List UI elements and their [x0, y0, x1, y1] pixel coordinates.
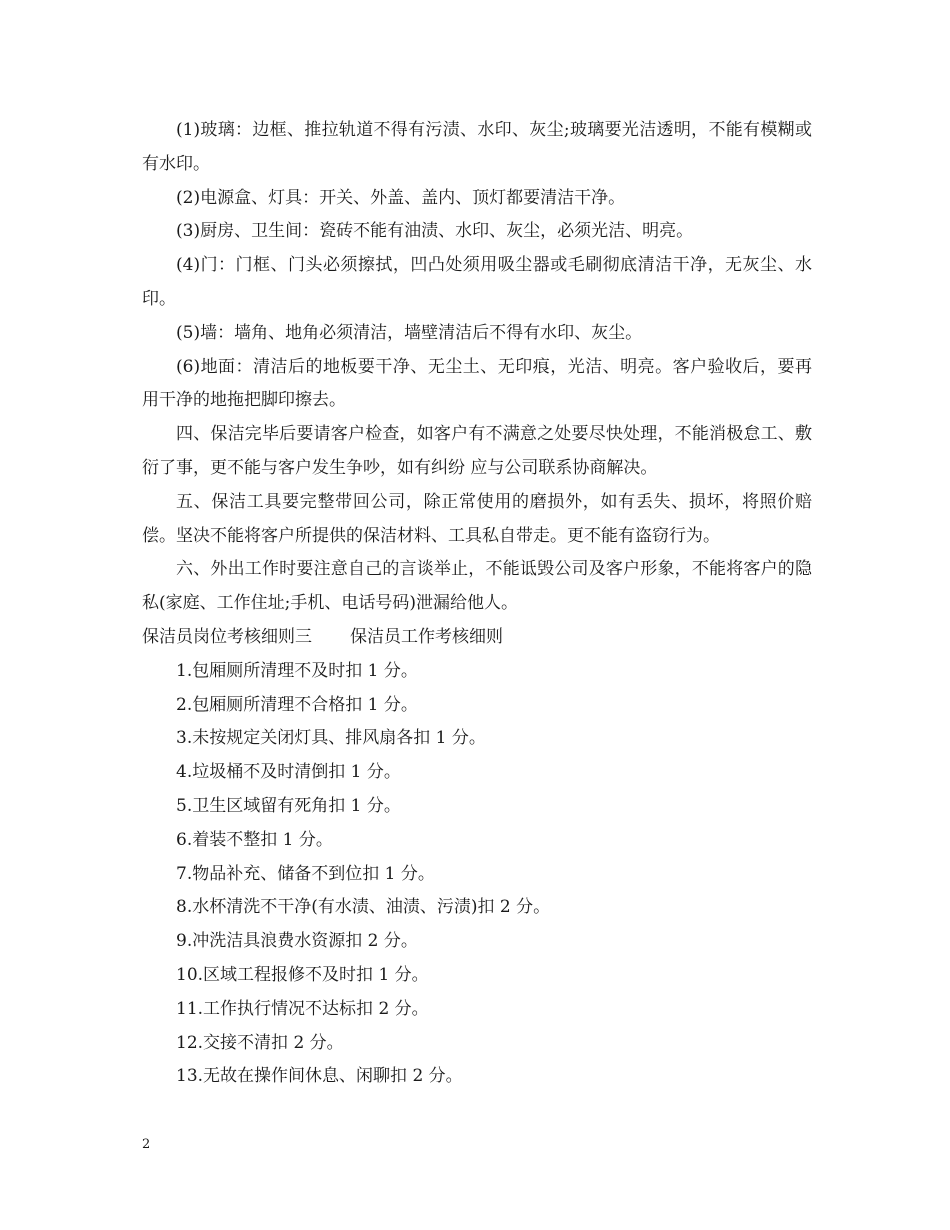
section-heading-part1: 保洁员岗位考核细则三: [142, 626, 312, 647]
section-heading-part2: 保洁员工作考核细则: [350, 626, 503, 647]
rule-item: 11.工作执行情况不达标扣 2 分。: [176, 998, 429, 1019]
paragraph-glass: (1)玻璃：边框、推拉轨道不得有污渍、水印、灰尘;玻璃要光洁透明，不能有模糊或有水印。: [142, 120, 812, 174]
paragraph-item-5: 五、保洁工具要完整带回公司，除正常使用的磨损外，如有丢失、损坏，将照价赔偿。坚决不能将客户所提供的保洁材料、工具私自带走。更不能有盗窃行为。: [142, 491, 812, 546]
paragraph-kitchen: (3)厨房、卫生间：瓷砖不能有油渍、水印、灰尘，必须光洁、明亮。: [176, 221, 694, 242]
paragraph-power-box: (2)电源盒、灯具：开关、外盖、盖内、顶灯都要清洁干净。: [176, 187, 626, 208]
paragraph-floor: (6)地面：清洁后的地板要干净、无尘土、无印痕，光洁、明亮。客户验收后，要再用干净的地拖把脚印擦去。: [142, 356, 812, 411]
rule-item: 10.区域工程报修不及时扣 1 分。: [176, 964, 429, 985]
rule-item: 5.卫生区域留有死角扣 1 分。: [176, 795, 401, 816]
rule-item: 6.着装不整扣 1 分。: [176, 829, 333, 850]
paragraph-door: (4)门：门框、门头必须擦拭，凹凸处须用吸尘器或毛刷彻底清洁干净，无灰尘、水印。: [142, 255, 812, 309]
rule-item: 2.包厢厕所清理不合格扣 1 分。: [176, 694, 418, 715]
paragraph-item-4: 四、保洁完毕后要请客户检查，如客户有不满意之处要尽快处理，不能消极怠工、敷衍了事，更不能与客户发生争吵，如有纠纷 应与公司联系协商解决。: [142, 424, 812, 478]
rule-item: 9.冲洗洁具浪费水资源扣 2 分。: [176, 931, 418, 952]
page-number: 2: [142, 1137, 151, 1152]
rule-item: 7.物品补充、储备不到位扣 1 分。: [176, 863, 435, 884]
paragraph-item-6: 六、外出工作时要注意自己的言谈举止，不能诋毁公司及客户形象，不能将客户的隐私(家庭、工作住址;手机、电话号码)泄漏给他人。: [142, 559, 812, 614]
paragraph-wall: (5)墙：墙角、地角必须清洁，墙壁清洁后不得有水印、灰尘。: [176, 322, 643, 343]
rule-item: 13.无故在操作间休息、闲聊扣 2 分。: [176, 1066, 463, 1087]
rule-item: 3.未按规定关闭灯具、排风扇各扣 1 分。: [176, 728, 486, 749]
rule-item: 8.水杯清洗不干净(有水渍、油渍、污渍)扣 2 分。: [176, 897, 551, 918]
rule-item: 4.垃圾桶不及时清倒扣 1 分。: [176, 762, 401, 783]
section-heading: [142, 621, 812, 655]
rule-item: 12.交接不清扣 2 分。: [176, 1032, 344, 1053]
document-body: [142, 114, 812, 1094]
rule-item: 1.包厢厕所清理不及时扣 1 分。: [176, 660, 418, 681]
